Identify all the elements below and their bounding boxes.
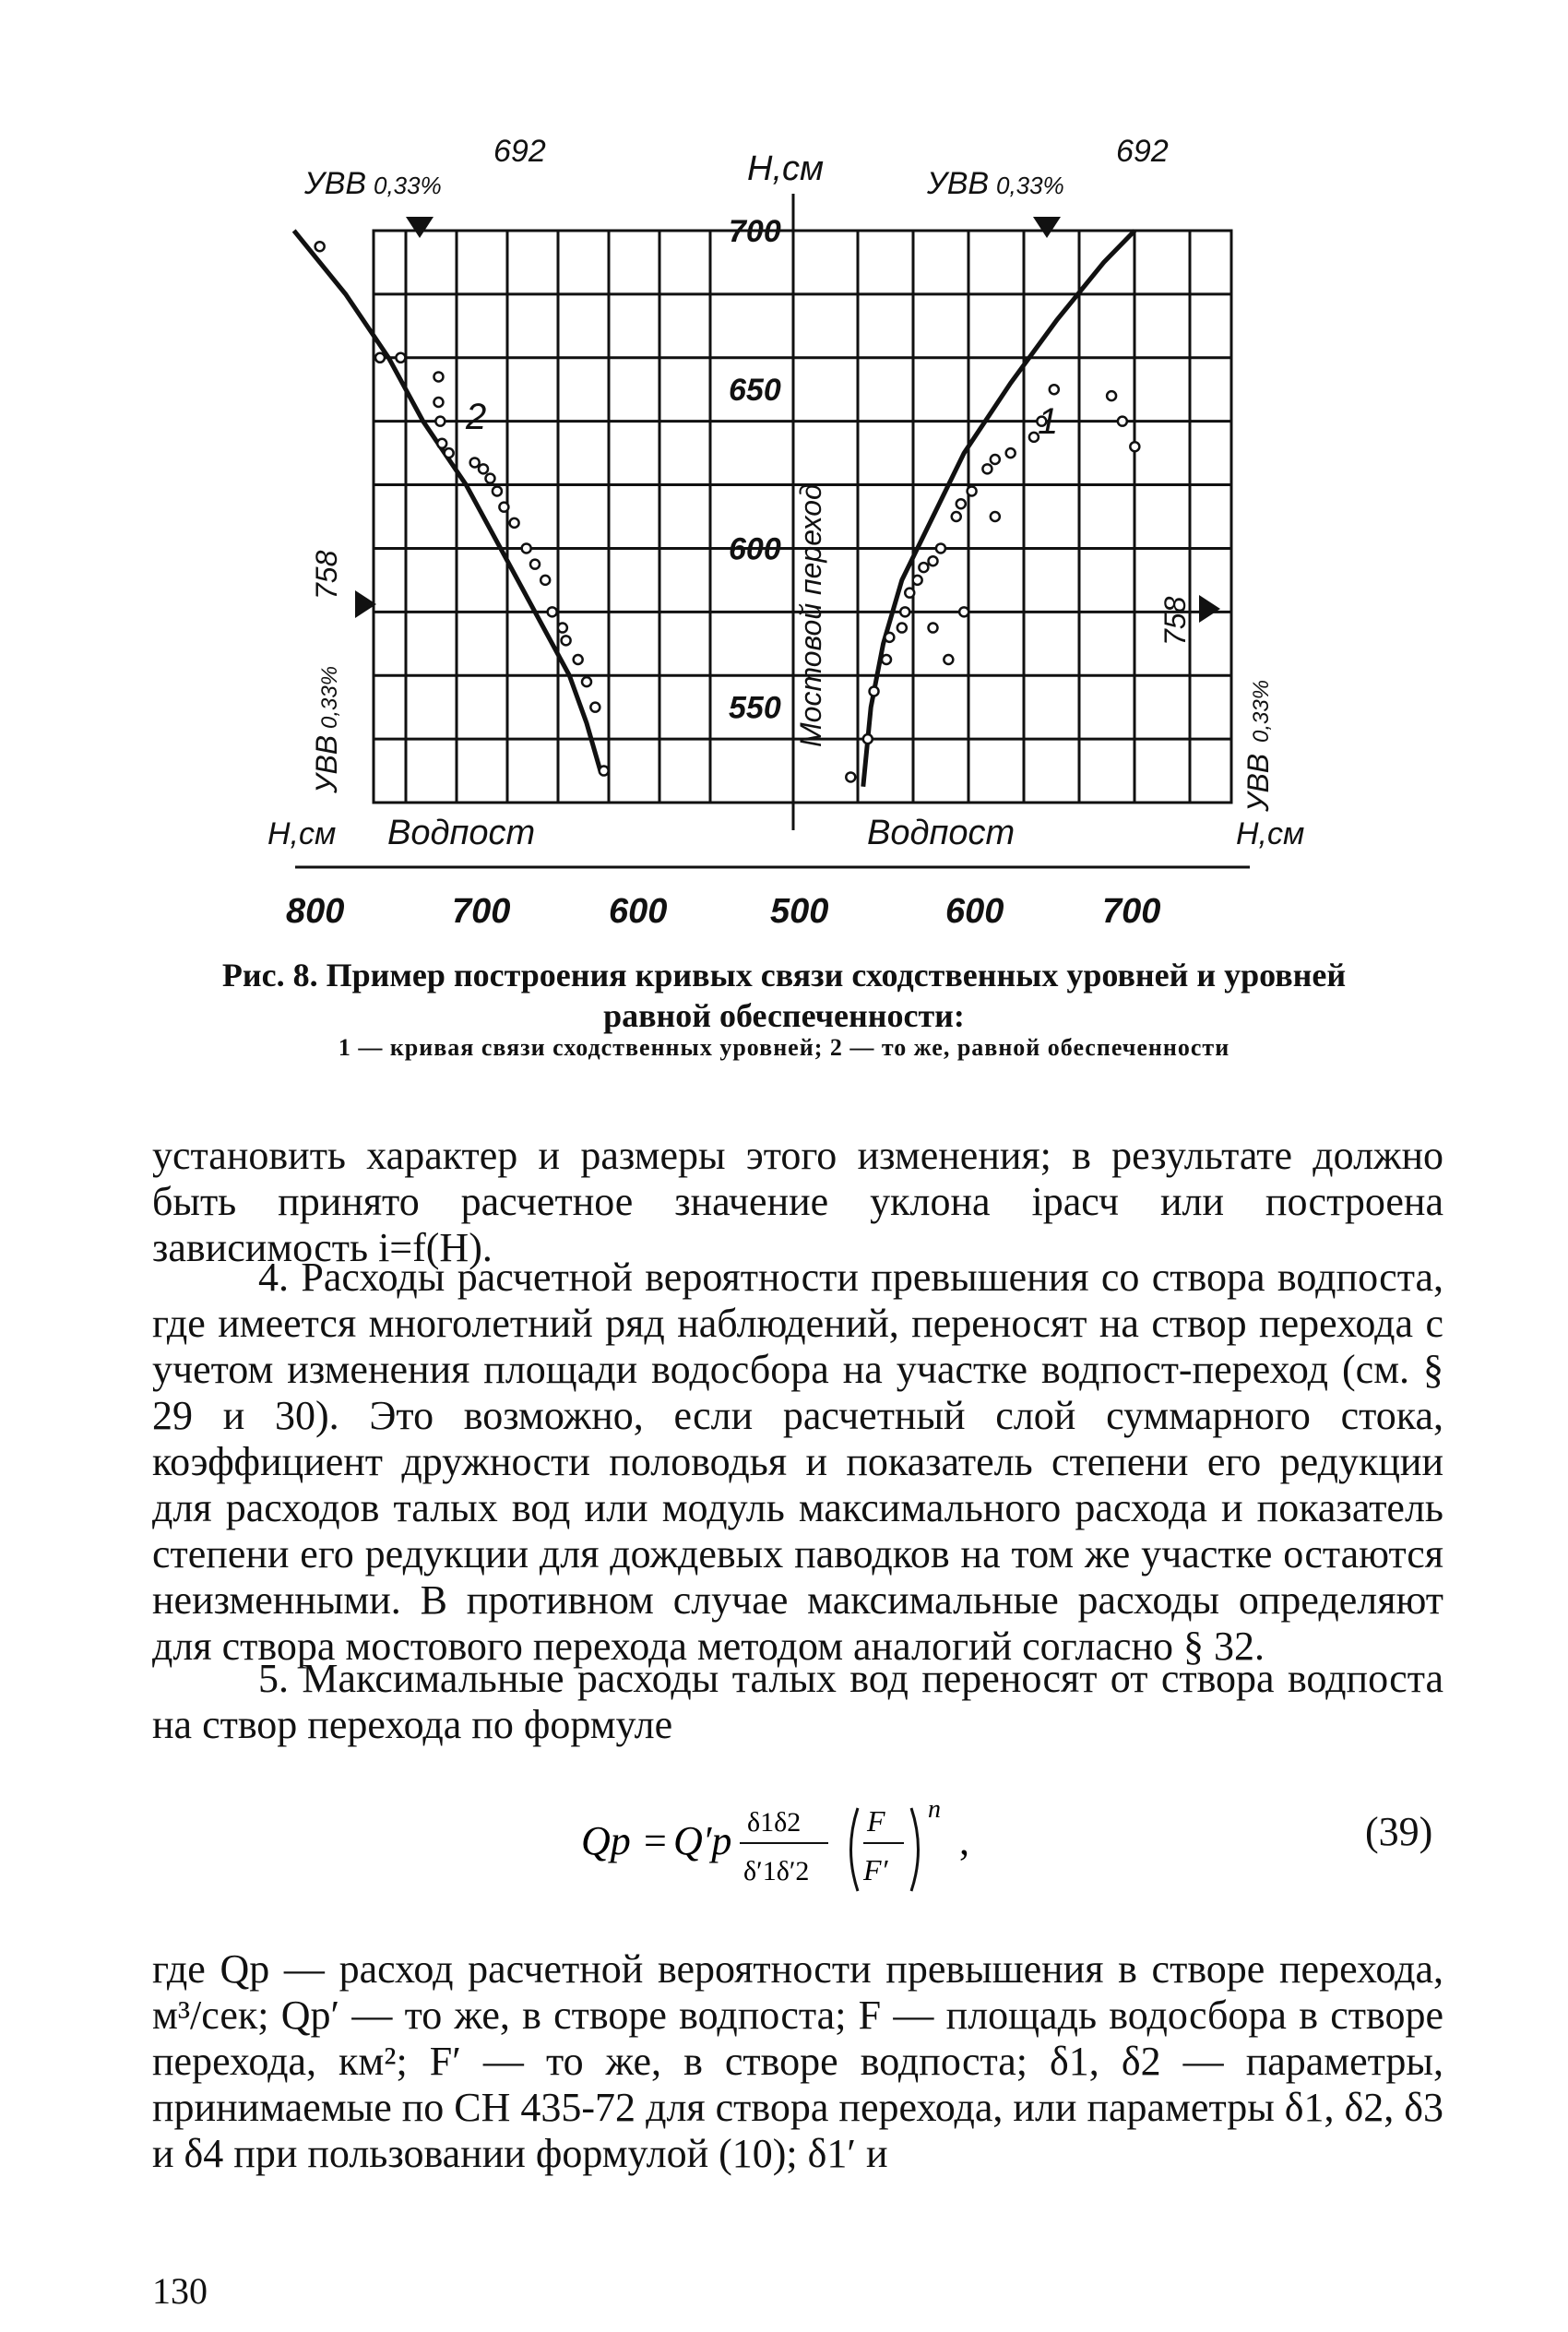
left-vertical-label-sub: 0,33% (317, 665, 342, 729)
data-point-right (944, 655, 953, 664)
data-point-left (479, 464, 488, 473)
curve-1-line (863, 231, 1135, 787)
data-point-right (929, 556, 938, 565)
bottom-tick-label: 700 (452, 892, 511, 931)
curve-label-2: 2 (466, 397, 487, 437)
left-top-label-sub: 0,33% (374, 172, 442, 199)
data-point-left (315, 242, 325, 251)
data-point-right (1118, 417, 1127, 426)
data-point-right (885, 633, 894, 642)
right-top-label-sub: 0,33% (996, 172, 1064, 199)
chart-labels (267, 134, 1304, 931)
data-point-left (510, 518, 519, 528)
left-mark-758: 758 (310, 550, 343, 600)
paragraph-definitions: где Qр — расход расчетной вероятности превышения в створе перехода, м³/сек; Qр′ — то же, в створе водпоста; F — площадь водосбора в створе перехода, км²; F′ — то же, в створе водпоста; δ1, δ2 — параметры, принимаемые по СН 435-72 для створа перехода, или параметры δ1, δ2, δ3 и δ4 при пользовании формулой (10); δ1′ и (152, 1946, 1443, 2176)
center-tick-label: 700 (729, 214, 781, 249)
bottom-left-axis-label: Н,см (267, 816, 337, 851)
figure-caption-title: Рис. 8. Пример построения кривых связи сходственных уровней и уровней равной обеспеченности: (221, 957, 1347, 1034)
data-point-left (493, 486, 502, 495)
data-point-right (956, 499, 966, 508)
right-vertical-label: УВВ (1241, 753, 1275, 812)
data-point-left (434, 398, 443, 407)
bottom-label-left: Водпост (387, 814, 536, 852)
svg-text:=: = (644, 1818, 667, 1863)
data-point-right (846, 772, 855, 781)
data-point-left (562, 636, 571, 645)
data-point-right (982, 464, 992, 473)
left-top-label: УВВ (304, 166, 367, 201)
data-point-left (485, 474, 494, 483)
data-point-right (1050, 385, 1059, 394)
paragraph-item-5: 5. Максимальные расходы талых вод переносят от створа водпоста на створ перехода по формуле (152, 1656, 1443, 1747)
data-point-left (582, 677, 591, 686)
curve-label-1: 1 (1038, 401, 1059, 442)
center-tick-label: 650 (729, 373, 781, 409)
data-point-right (968, 486, 977, 495)
bottom-label-right: Водпост (867, 814, 1016, 852)
data-point-left (522, 543, 531, 553)
formula-exponent: n (928, 1795, 941, 1824)
data-point-left (558, 624, 567, 633)
center-tick-label: 600 (729, 531, 781, 567)
data-point-left (396, 353, 405, 363)
data-point-right (882, 655, 891, 664)
figure-level-curves (267, 129, 1328, 941)
data-point-right (905, 589, 914, 598)
center-vertical-label: Мостовой переход (794, 483, 827, 747)
data-point-left (435, 417, 445, 426)
bottom-tick-label: 600 (945, 892, 1004, 931)
formula-fprime: F′ (863, 1853, 888, 1886)
level-marker-left-top (406, 217, 434, 238)
data-point-right (991, 512, 1000, 521)
data-point-right (863, 734, 873, 744)
data-point-left (530, 560, 540, 569)
svg-text:,: , (959, 1818, 969, 1863)
left-vertical-label: УВВ (310, 734, 343, 793)
right-vertical-label-sub: 0,33% (1249, 679, 1274, 743)
data-point-right (952, 512, 961, 521)
center-tick-label: 550 (729, 690, 781, 726)
paragraph-item-4: 4. Расходы расчетной вероятности превышения со створа водпоста, где имеется многолетний ряд наблюдений, переносят на створ перехода с учетом изменения площади водосбора на участке водпост-переход (см. § 29 и 30). Это возможно, если расчетный слой суммарного стока, коэффициент дружности половодья и показатель степени его редукции для расходов талых вод или модуль максимального расхода и показатель степени его редукции для дождевых паводков на том же участке остаются неизменными. В противном случае максимальные расходы определяют для створа мостового перехода методом аналогий согласно § 32. (152, 1255, 1443, 1669)
formula-q: Q′р (673, 1818, 732, 1863)
data-point-left (540, 576, 550, 585)
formula-f: F (867, 1804, 885, 1838)
data-point-right (936, 543, 945, 553)
bottom-right-axis-label: Н,см (1236, 816, 1305, 851)
mark-692-left: 692 (493, 134, 546, 169)
page-number: 130 (152, 2270, 208, 2312)
data-point-left (375, 353, 385, 363)
figure-caption-legend: 1 — кривая связи сходственных уровней; 2 — то же, равной обеспеченности (338, 1034, 1230, 1061)
right-mark-758: 758 (1158, 596, 1192, 646)
data-point-left (499, 503, 508, 512)
data-point-right (929, 624, 938, 633)
level-marker-right-side (1199, 595, 1220, 623)
bottom-tick-label: 700 (1102, 892, 1161, 931)
data-point-left (437, 439, 446, 448)
mark-692-right: 692 (1116, 134, 1169, 169)
data-point-left (470, 458, 480, 467)
data-point-right (913, 576, 922, 585)
data-point-right (900, 607, 909, 616)
formula-lhs: Qр (581, 1818, 631, 1863)
right-top-label: УВВ (927, 166, 990, 201)
formula-number: (39) (1365, 1809, 1433, 1854)
data-point-left (445, 448, 454, 458)
formula-numerator: δ1δ2 (747, 1807, 802, 1838)
center-axis-label: Н,см (747, 149, 825, 188)
level-marker-right-top (1033, 217, 1061, 238)
data-point-right (1006, 448, 1016, 458)
formula-denominator: δ′1δ′2 (743, 1856, 810, 1886)
bottom-tick-label: 500 (770, 892, 829, 931)
data-point-right (1107, 391, 1116, 400)
data-point-right (991, 455, 1000, 464)
data-point-right (1130, 442, 1139, 451)
data-point-right (897, 624, 907, 633)
data-point-left (600, 767, 609, 776)
bottom-tick-label: 600 (609, 892, 668, 931)
paragraph-continuation: установить характер и размеры этого изменения; в результате должно быть принято расчетное значение уклона iрасч или построена зависимость i=f(H). (152, 1133, 1443, 1270)
bottom-tick-label: 800 (286, 892, 345, 931)
data-point-left (574, 655, 583, 664)
formula-39 (581, 1790, 1024, 1910)
data-point-left (590, 703, 600, 712)
data-point-right (870, 686, 879, 696)
data-point-right (959, 607, 968, 616)
data-point-left (548, 607, 557, 616)
chart-grid (295, 194, 1250, 867)
data-point-right (919, 563, 928, 572)
data-point-left (434, 372, 443, 381)
